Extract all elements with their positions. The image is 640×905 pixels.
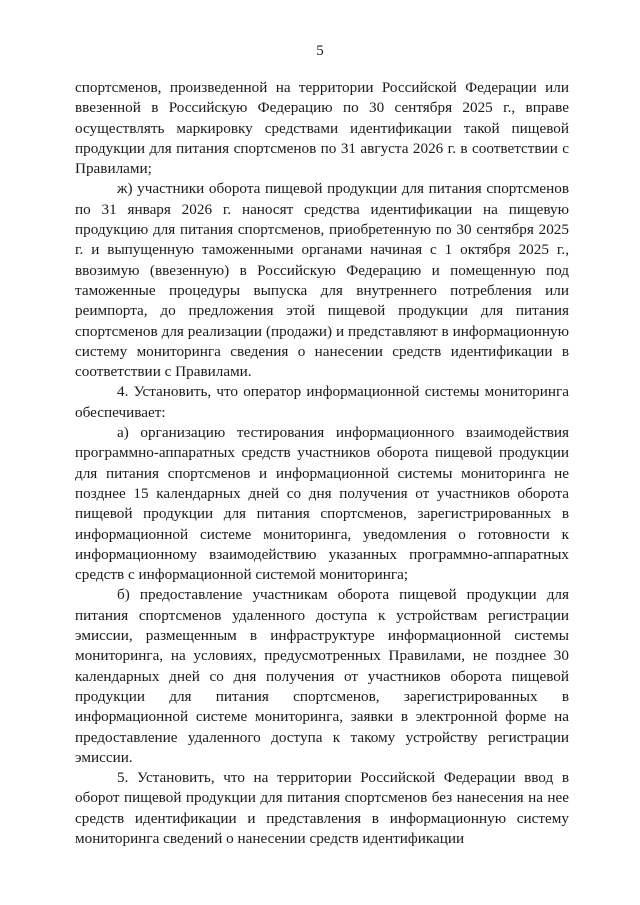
page-number: 5 (316, 43, 324, 59)
paragraph-item-4b: б) предоставление участникам оборота пищевой продукции для питания спортсменов удаленного доступа к устройствам регистрации эмиссии, размещенным в инфраструктуре информационной системы мониторинга, на условиях, предусмотренных Правилами, не позднее 30 календарных дней со дня получения от участников оборота пищевой продукции для питания спортсменов, зарегистрированных в информационной системе мониторинга, заявки в электронной форме на предоставление удаленного доступа к такому устройству регистрации эмиссии. (75, 586, 569, 766)
document-body (75, 78, 569, 849)
paragraph-continuation: спортсменов, произведенной на территории Российской Федерации или ввезенной в Российскую Федерацию по 30 сентября 2025 г., вправе осуществлять маркировку средствами идентификации такой пищевой продукции для питания спортсменов по 31 августа 2026 г. в соответствии с Правилами; (75, 79, 569, 178)
paragraph-item-5: 5. Установить, что на территории Российской Федерации ввод в оборот пищевой продукции для питания спортсменов без нанесения на нее средств идентификации и представления в информационную систему мониторинга сведений о нанесении средств идентификации (75, 769, 569, 847)
paragraph-item-4: 4. Установить, что оператор информационной системы мониторинга обеспечивает: (75, 383, 569, 421)
paragraph-item-4a: а) организацию тестирования информационного взаимодействия программно-аппаратных средств участников оборота пищевой продукции для питания спортсменов и информационной системы мониторинга не позднее 15 календарных дней со дня получения от участников оборота пищевой продукции для питания спортсменов, зарегистрированных в информационной системе мониторинга, уведомления о готовности к информационному взаимодействию указанных программно-аппаратных средств с информационной системой мониторинга; (75, 424, 569, 584)
paragraph-item-zh: ж) участники оборота пищевой продукции для питания спортсменов по 31 января 2026 г. наносят средства идентификации на пищевую продукцию для питания спортсменов, приобретенную по 30 сентября 2025 г. и выпущенную таможенными органами начиная с 1 октября 2025 г., ввозимую (ввезенную) в Российскую Федерацию и помещенную под таможенные процедуры выпуска для внутреннего потребления или реимпорта, до предложения этой пищевой продукции для питания спортсменов для реализации (продажи) и представляют в информационную систему мониторинга сведения о нанесении средств идентификации в соответствии с Правилами. (75, 180, 569, 381)
